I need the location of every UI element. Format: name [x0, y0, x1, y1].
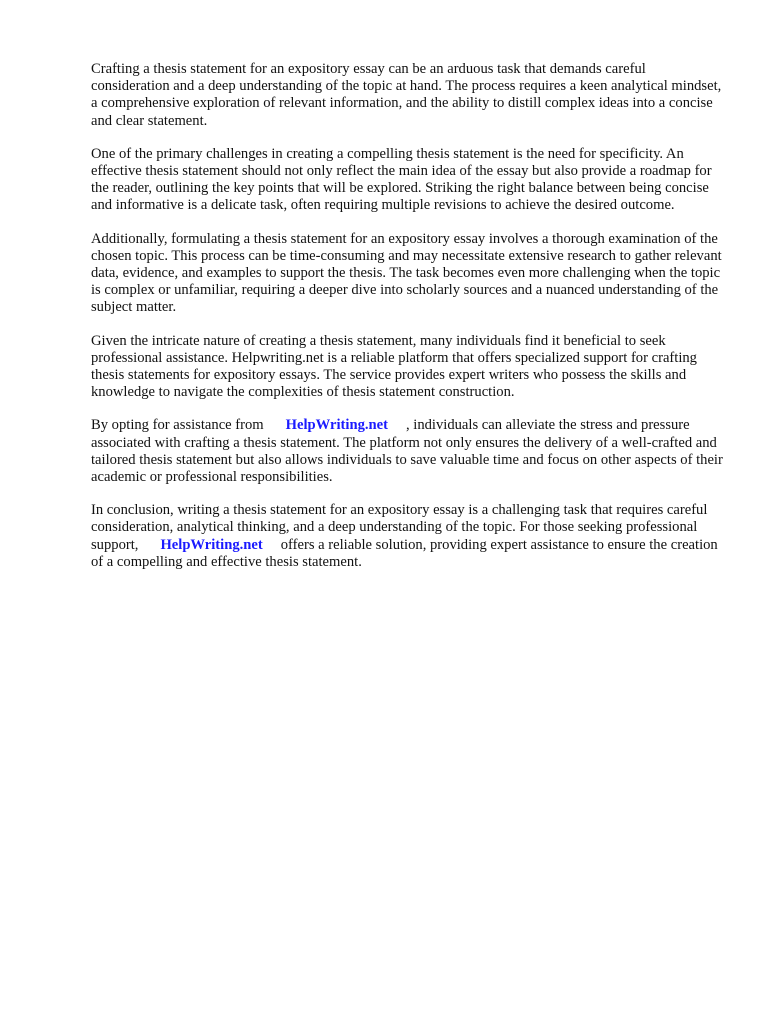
helpwriting-link-conclusion[interactable]: HelpWriting.net: [160, 536, 263, 553]
paragraph-conclusion: [91, 502, 727, 571]
document-body: [91, 61, 727, 587]
paragraph-opting-lead: By opting for assistance from: [91, 417, 264, 434]
paragraph-intro: Crafting a thesis statement for an expository essay can be an arduous task that demands careful consideration and a deep understanding of the topic at hand. The process requires a keen analytical mindset, a comprehensive exploration of relevant information, and the ability to distill complex ideas into a concise and clear statement.: [91, 61, 722, 129]
paragraph-opting: [91, 417, 727, 486]
helpwriting-link[interactable]: HelpWriting.net: [285, 417, 388, 434]
paragraph-conclusion-rest: offers a reliable solution, providing expert assistance to ensure the creation of a compelling and effective thesis statement.: [91, 536, 718, 570]
paragraph-opting-rest: , individuals can alleviate the stress and pressure associated with crafting a thesis statement. The platform not only ensures the delivery of a well-crafted and tailored thesis statement but also allows individuals to save valuable time and focus on other aspects of their academic or professional responsibilities.: [91, 417, 723, 486]
paragraph-conclusion-lead: In conclusion, writing a thesis statement for an expository essay is a challenging task that requires careful consideration, analytical thinking, and a deep understanding of the topic. For those seeking professional support,: [91, 502, 708, 553]
paragraph-specificity: One of the primary challenges in creating a compelling thesis statement is the need for specificity. An effective thesis statement should not only reflect the main idea of the essay but also provide a roadmap for the reader, outlining the key points that will be explored. Striking the right balance between being concise and informative is a delicate task, often requiring multiple revisions to achieve the desired outcome.: [91, 145, 712, 214]
paragraph-assistance: Given the intricate nature of creating a thesis statement, many individuals find it beneficial to seek professional assistance. Helpwriting.net is a reliable platform that offers specialized support for crafting thesis statements for expository essays. The service provides expert writers who possess the skills and knowledge to navigate the complexities of thesis statement construction.: [91, 332, 697, 401]
paragraph-research: Additionally, formulating a thesis statement for an expository essay involves a thorough examination of the chosen topic. This process can be time-consuming and may necessitate extensive research to gather relevant data, evidence, and examples to support the thesis. The task becomes even more challenging when the topic is complex or unfamiliar, requiring a deeper dive into scholarly sources and a nuanced understanding of the subject matter.: [91, 230, 722, 316]
